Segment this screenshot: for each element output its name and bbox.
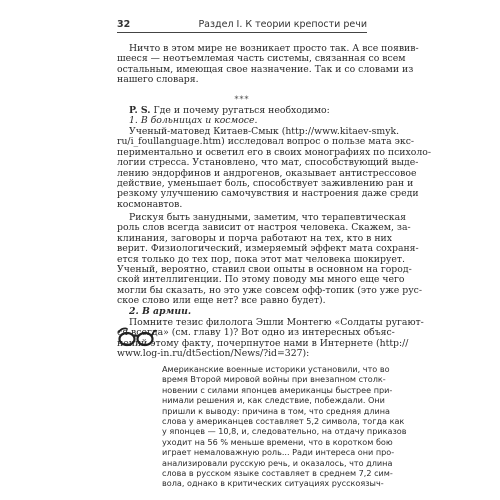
quote-line: у японцев — 10,8, и, следовательно, на отдачу приказов bbox=[162, 426, 407, 437]
text-line: космонавтов. bbox=[117, 198, 183, 210]
quote-line: анализировали русскую речь, и оказалось, что длина bbox=[162, 457, 393, 468]
text-line: ется только до тех пор, пока этот мат человека шокирует. bbox=[117, 253, 406, 265]
text-line: нений этому факту, почерпнутое нами в Интернете (http:// bbox=[117, 337, 409, 349]
text-line: нашего словаря. bbox=[117, 74, 199, 86]
text-line: Ученый, вероятно, ставил свои опыты в основном на город- bbox=[117, 263, 412, 275]
glasses-icon bbox=[117, 326, 157, 348]
text-line: ся всегда» (см. главу 1)? Вот одно из интересных объяс- bbox=[117, 327, 395, 339]
quote-line: время Второй мировой войны при внезапном столк- bbox=[162, 374, 386, 385]
text-line: ru/i_foullanguage.htm) исследовал вопрос о пользе мата экс- bbox=[117, 136, 415, 148]
list-item-2: 2. В армии. bbox=[129, 306, 192, 317]
page-number: 32 bbox=[117, 19, 131, 30]
list-item-1: 1. В больницах и космосе. bbox=[129, 115, 258, 127]
text-line: роль слов всегда зависит от настроя человека. Скажем, за- bbox=[117, 222, 411, 234]
header-rule bbox=[117, 32, 367, 33]
quote-line: вола, однако в критических ситуациях русскоязыч- bbox=[162, 478, 384, 489]
text-line: ское слово или еще нет? все равно будет). bbox=[117, 295, 326, 307]
quote-line: новении с силами японцев американцы быстрее при- bbox=[162, 384, 393, 395]
ps-block bbox=[117, 106, 367, 127]
quote-line: слова у американцев составляет 5,2 символа, тогда как bbox=[162, 415, 405, 426]
text-line: Рискуя быть занудными, заметим, что терапевтическая bbox=[129, 212, 407, 223]
text-line: лению эндорфинов и андрогенов, оказывает антистрессовое bbox=[117, 167, 417, 179]
ps-heading: Где и почему ругаться необходимо: bbox=[153, 105, 330, 116]
section-separator: *** bbox=[234, 95, 250, 104]
quote-line: нимали решения и, как следствие, побеждали. Они bbox=[162, 395, 385, 406]
quote-line: играет немаловажную роль... Ради интереса они про- bbox=[162, 447, 395, 458]
quote-line: Американские военные историки установили, что во bbox=[162, 364, 390, 374]
text-line: могли бы сказать, но это уже совсем офф-топик (это уже рус- bbox=[117, 284, 423, 296]
intro-paragraph bbox=[117, 43, 419, 86]
text-line: логии стресса. Установлено, что мат, способствующий выде- bbox=[117, 157, 419, 169]
text-line: остальным, имеющая свое назначение. Так и со словами из bbox=[117, 63, 414, 75]
section-title: Раздел I. К теории крепости речи bbox=[198, 19, 367, 30]
text-line: верит. Физиологический, измеряемый эффект мата сохраня- bbox=[117, 243, 419, 255]
text-line: клинания, заговоры и порча работают на тех, кто в них bbox=[117, 232, 392, 244]
paragraph-stress bbox=[117, 126, 431, 210]
text-line: периментально и осветил его в своих монографиях по психоло- bbox=[117, 146, 431, 158]
list-item-2-block bbox=[117, 307, 367, 317]
text-line: Ученый-матовед Китаев-Смык (http://www.kitaev-smyk. bbox=[129, 126, 400, 137]
text-line: действие, уменьшает боль, способствует заживлению ран и bbox=[117, 177, 414, 189]
quote-line: пришли к выводу: причина в том, что средняя длина bbox=[162, 405, 391, 416]
text-line: ской интеллигенции. По этому поводу мы много еще чего bbox=[117, 274, 405, 286]
quotation-block bbox=[162, 364, 407, 489]
running-header bbox=[117, 19, 367, 33]
paragraph-therapy bbox=[117, 212, 423, 307]
text-line: www.log-in.ru/dt5ection/News/?id=327): bbox=[117, 348, 310, 360]
text-line: шееся — неотъемлемая часть системы, связанная со всем bbox=[117, 53, 406, 65]
text-line: Ничто в этом мире не возникает просто так. А все появив- bbox=[129, 43, 419, 54]
text-line: резкому улучшению самочувствия и настроения даже среди bbox=[117, 188, 419, 200]
text-line: Помните тезис филолога Эшли Монтегю «Солдаты ругают- bbox=[129, 317, 424, 328]
quote-line: уходит на 56 % меньше времени, что в коротком бою bbox=[162, 436, 393, 447]
quote-line: слова в русском языке составляет в среднем 7,2 сим- bbox=[162, 467, 393, 478]
ps-label: P. S. bbox=[129, 105, 151, 116]
